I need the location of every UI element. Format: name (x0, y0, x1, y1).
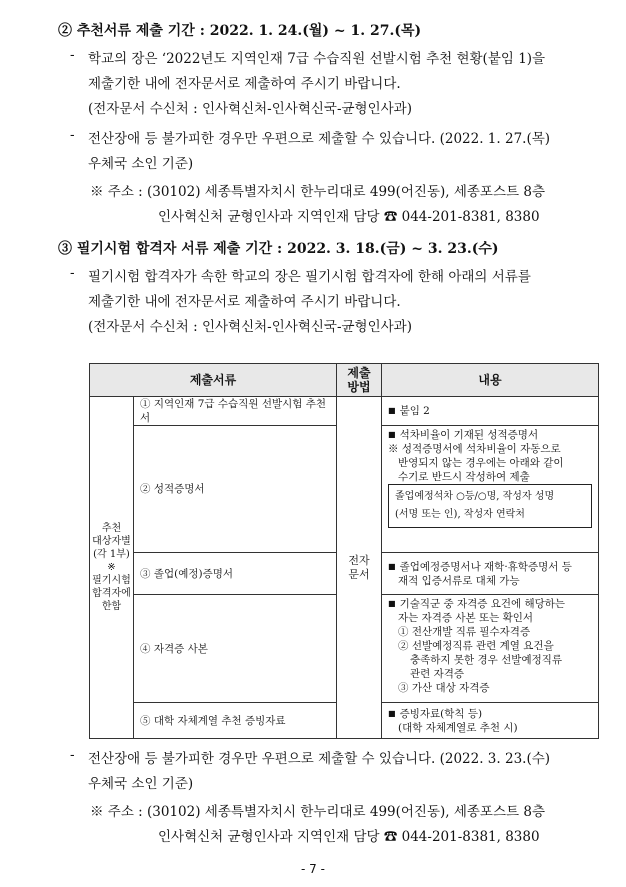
document-name: ③ 졸업(예정)증명서 (134, 553, 337, 595)
content-line: 수기로 반드시 작성하여 제출 (398, 471, 530, 483)
content-line: 재적 입증서류로 대체 가능 (398, 574, 520, 587)
category-line: (각 1부) (93, 549, 130, 560)
section-2-para-1-line-3: (전자문서 수신처 : 인사혁신처-인사혁신국-균형인사과) (88, 101, 412, 117)
method-line: 문서 (348, 567, 370, 581)
category-line: 한함 (101, 601, 122, 612)
section-2-address-line-2: 인사혁신처 균형인사과 지역인재 담당 ☎ 044-201-8381, 8380 (158, 209, 540, 225)
content-line: ① 전산개발 직류 필수자격증 (398, 626, 531, 638)
table-header-row (90, 364, 599, 397)
content-cell (382, 397, 599, 426)
category-line: ※ (107, 562, 116, 573)
section-2-para-2-line-1: 전산장애 등 불가피한 경우만 우편으로 제출할 수 있습니다. (2022. 1. 27.(목) (88, 131, 551, 147)
section-3-address-line-1: ※ 주소 : (30102) 세종특별자치시 한누리대로 499(어진동), 세종포스트 8층 (90, 804, 545, 820)
document-name: ⑤ 대학 자체계열 추천 증빙자료 (134, 703, 337, 739)
rank-note-box (388, 484, 592, 528)
section-2-para-2-line-2: 우체국 소인 기준) (88, 156, 194, 172)
content-cell (382, 426, 599, 553)
header-method-line-2: 방법 (347, 380, 371, 394)
content-cell (382, 595, 599, 703)
section-3-address-line-2: 인사혁신처 균형인사과 지역인재 담당 ☎ 044-201-8381, 8380 (158, 829, 540, 845)
square-bullet-icon: ■ (388, 561, 396, 571)
content-line: 관련 자격증 (410, 668, 465, 680)
content-line: 붙임 2 (399, 405, 430, 417)
category-line: 추천 (101, 523, 122, 534)
content-line: 자는 자격증 사본 또는 확인서 (398, 612, 534, 624)
header-content: 내용 (382, 364, 599, 397)
content-line: 기술직군 중 자격증 요건에 해당하는 (399, 598, 566, 610)
content-line: 반영되지 않는 경우에는 아래와 같이 (398, 457, 564, 469)
section-2-address-line-1: ※ 주소 : (30102) 세종특별자치시 한누리대로 499(어진동), 세종포스트 8층 (90, 184, 545, 200)
header-method-line-1: 제출 (347, 366, 371, 380)
category-line: 합격자에 (92, 588, 131, 599)
section-3-para-2-line-2: 우체국 소인 기준) (88, 776, 194, 792)
section-3-para-1-line-2: 제출기한 내에 전자문서로 제출하여 주시기 바랍니다. (88, 294, 401, 310)
box-line: (서명 또는 인), 작성자 연락처 (395, 509, 525, 520)
category-line: 필기시험 (92, 575, 131, 586)
section-3-heading: ③ 필기시험 합격자 서류 제출 기간 : 2022. 3. 18.(금) ~ 3. 23.(수) (58, 241, 499, 257)
document-name: ① 지역인재 7급 수습직원 선발시험 추천서 (134, 397, 337, 426)
bullet-dash: - (70, 265, 75, 281)
method-cell (337, 397, 382, 739)
section-3-para-2-line-1: 전산장애 등 불가피한 경우만 우편으로 제출할 수 있습니다. (2022. 3. 23.(수) (88, 751, 551, 767)
header-method (337, 364, 382, 397)
bullet-dash: - (70, 47, 75, 63)
content-line: 졸업예정증명서나 재학·휴학증명서 등 (399, 560, 572, 573)
page-number: - 7 - (301, 862, 325, 876)
document-name: ④ 자격증 사본 (134, 595, 337, 703)
box-line: 졸업예정석차 ○등/○명, 작성자 성명 (395, 491, 555, 502)
section-2-heading: ② 추천서류 제출 기간 : 2022. 1. 24.(월) ~ 1. 27.(목) (58, 23, 422, 39)
bullet-dash: - (70, 747, 75, 763)
content-line: ② 선발예정직류 관련 계열 요건을 (398, 640, 554, 652)
document-name: ② 성적증명서 (134, 426, 337, 553)
section-2-para-1-line-1: 학교의 장은 ‘2022년도 지역인재 7급 수습직원 선발시험 추천 현황(붙임 1)을 (88, 51, 546, 67)
content-line: (대학 자체계열로 추천 시) (398, 721, 518, 734)
header-documents: 제출서류 (90, 364, 337, 397)
section-3-para-1-line-1: 필기시험 합격자가 속한 학교의 장은 필기시험 합격자에 한해 아래의 서류를 (88, 269, 531, 285)
square-bullet-icon: ■ (388, 430, 396, 439)
documents-table (89, 363, 599, 739)
section-2-para-1-line-2: 제출기한 내에 전자문서로 제출하여 주시기 바랍니다. (88, 76, 401, 92)
square-bullet-icon: ■ (388, 708, 396, 718)
table-row (90, 397, 599, 426)
content-line: 증빙자료(학칙 등) (399, 707, 483, 720)
square-bullet-icon: ■ (388, 599, 396, 608)
bullet-dash: - (70, 127, 75, 143)
content-line: 충족하지 못한 경우 선발예정직류 (410, 654, 563, 666)
section-3-para-1-line-3: (전자문서 수신처 : 인사혁신처-인사혁신국-균형인사과) (88, 319, 412, 335)
content-cell (382, 703, 599, 739)
method-line: 전자 (348, 553, 370, 567)
category-cell (90, 397, 134, 739)
content-line: ③ 가산 대상 자격증 (398, 682, 490, 694)
category-line: 대상자별 (92, 536, 131, 547)
content-cell (382, 553, 599, 595)
content-line: ※ 성적증명서에 석차비율이 자동으로 (388, 443, 561, 455)
square-bullet-icon: ■ (388, 406, 396, 415)
content-line: 석차비율이 기재된 성적증명서 (399, 429, 539, 441)
